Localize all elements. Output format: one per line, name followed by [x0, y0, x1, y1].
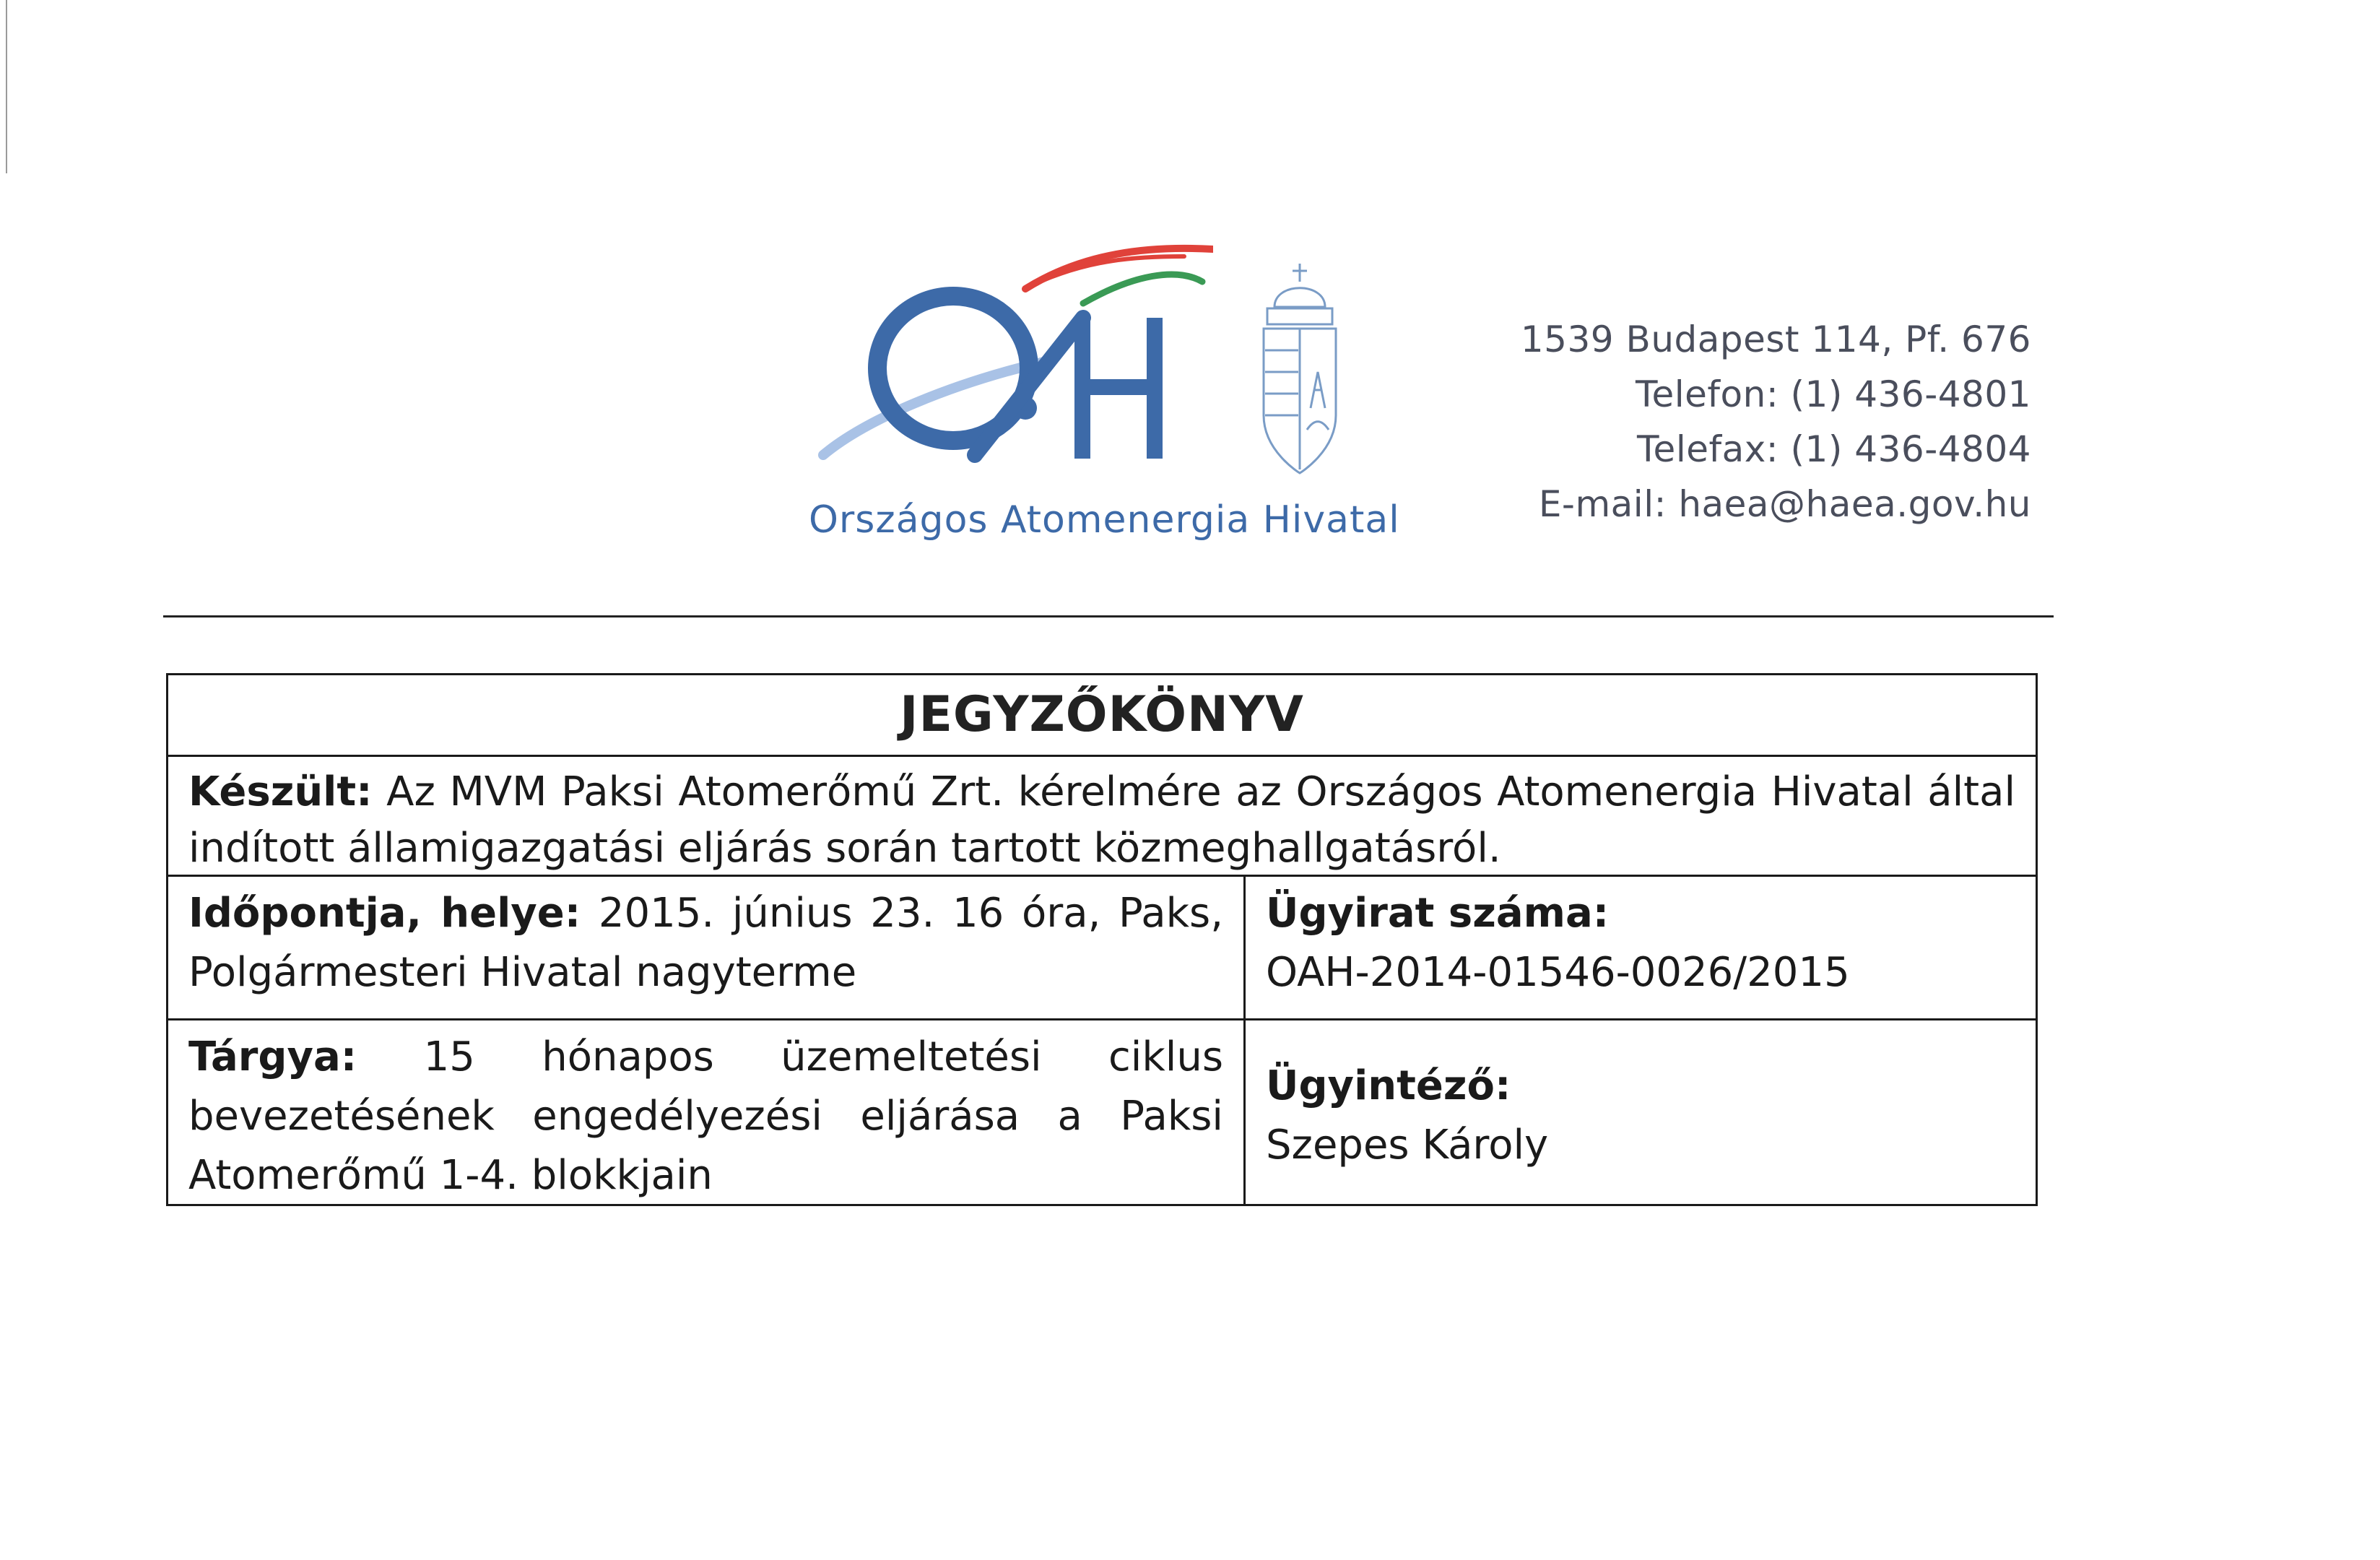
document-title: JEGYZŐKÖNYV [168, 675, 2036, 757]
date-place-cell [168, 877, 1246, 1018]
administrator-cell [1246, 1020, 2036, 1204]
scan-edge-line [6, 0, 7, 173]
subject-cell [168, 1020, 1246, 1204]
contact-fax: Telefax: (1) 436-4804 [1637, 428, 2031, 470]
contact-address: 1539 Budapest 114, Pf. 676 [1520, 318, 2031, 360]
subject-label: Tárgya: [188, 1034, 357, 1080]
made-text: Az MVM Paksi Atomerőmű Zrt. kérelmére az Országos Atomenergia Hivatal által indított államigazgatási eljárás során tartott közmeghallgatásról. [188, 768, 2015, 872]
made-label: Készült: [188, 768, 373, 815]
date-case-row [168, 877, 2036, 1020]
oah-logo [809, 238, 1213, 477]
coat-of-arms-icon [1249, 264, 1350, 480]
made-row [168, 757, 2036, 877]
case-number-value: OAH-2014-01546-0026/2015 [1266, 949, 1850, 996]
case-number-label: Ügyirat száma: [1266, 890, 1610, 937]
contact-email: E-mail: haea@haea.gov.hu [1538, 483, 2031, 525]
contact-phone: Telefon: (1) 436-4801 [1635, 373, 2031, 415]
organization-name: Országos Atomenergia Hivatal [809, 498, 1400, 542]
administrator-label: Ügyintéző: [1266, 1062, 1511, 1109]
subject-admin-row [168, 1020, 2036, 1204]
date-place-text: 2015. június 23. 16 óra, Paks, Polgármesteri Hivatal nagyterme [188, 890, 1224, 996]
administrator-value: Szepes Károly [1266, 1122, 1549, 1169]
minutes-table [166, 673, 2038, 1206]
date-place-label: Időpontja, helye: [188, 890, 581, 937]
subject-text: 15 hónapos üzemeltetési ciklus bevezetésének engedélyezési eljárása a Paksi Atomerőmű 1-4. blokkjain [188, 1034, 1223, 1199]
header-divider [163, 615, 2054, 618]
contact-block [1521, 312, 2031, 532]
case-number-cell [1246, 877, 2036, 1018]
